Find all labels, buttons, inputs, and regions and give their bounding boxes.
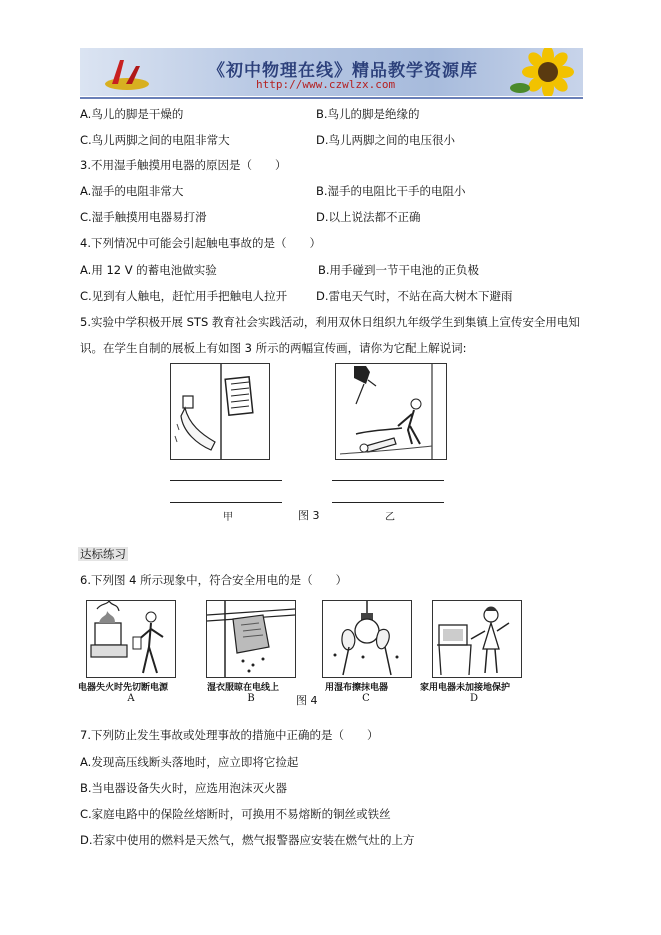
q6-stem: 6.下列图 4 所示现象中，符合安全用电的是（ ） (80, 573, 348, 587)
figure3-label-right: 乙 (385, 512, 395, 523)
q3-option-a: A.湿手的电阻非常大 (80, 184, 184, 198)
figure3-caption: 图 3 (298, 509, 320, 522)
q2-option-a: A.鸟儿的脚是干燥的 (80, 107, 184, 121)
no-ground-appliance-icon (433, 601, 521, 677)
banner-title: 《初中物理在线》精品教学资源库 (208, 61, 478, 81)
figure4-caption-c: 用湿布擦抹电器 (325, 683, 389, 693)
figure4-image-b (206, 600, 296, 678)
q7-option-d: D.若家中使用的燃料是天然气，燃气报警器应安装在燃气灶的上方 (80, 833, 415, 847)
wet-hand-switch-icon (171, 364, 269, 459)
q7-option-c: C.家庭电路中的保险丝熔断时，可换用不易熔断的铜丝或铁丝 (80, 807, 391, 821)
figure3-label-left: 甲 (223, 512, 233, 523)
answer-line-right-2 (332, 502, 444, 503)
banner-url: http://www.czwlzx.com (256, 78, 396, 91)
fire-cut-power-icon (87, 601, 175, 677)
answer-line-left-2 (170, 502, 282, 503)
q7-option-a: A.发现高压线断头落地时，应立即将它捡起 (80, 755, 299, 769)
figure3-left-image (170, 363, 270, 460)
answer-line-left-1 (170, 480, 282, 481)
q2-option-b: B.鸟儿的脚是绝缘的 (316, 107, 420, 121)
figure4-caption-b: 湿衣服晾在电线上 (207, 683, 280, 693)
sunflower-icon (508, 48, 583, 96)
q2-option-d: D.鸟儿两脚之间的电压很小 (316, 133, 456, 147)
q4-stem: 4.下列情况中可能会引起触电事故的是（ ） (80, 236, 321, 250)
q4-option-a: A.用 12 V 的蓄电池做实验 (80, 263, 217, 277)
figure4-caption-d: 家用电器未加接地保护 (420, 683, 511, 693)
clothes-on-wire-icon (207, 601, 295, 677)
logo-icon (102, 54, 152, 92)
q3-stem: 3.不用湿手触摸用电器的原因是（ ） (80, 158, 287, 172)
figure4-image-d (432, 600, 522, 678)
q2-option-c: C.鸟儿两脚之间的电阻非常大 (80, 133, 230, 147)
answer-line-right-1 (332, 480, 444, 481)
q7-stem: 7.下列防止发生事故或处理事故的措施中正确的是（ ） (80, 728, 379, 742)
q5-stem-line2: 识。在学生自制的展板上有如图 3 所示的两幅宣传画，请你为它配上解说词: (80, 341, 467, 355)
figure4-letter-c: C (362, 693, 370, 704)
q3-option-b: B.湿手的电阻比干手的电阻小 (316, 184, 466, 198)
figure3-right-image (335, 363, 447, 460)
q3-option-c: C.湿手触摸用电器易打滑 (80, 210, 207, 224)
q4-option-d: D.雷电天气时，不站在高大树木下避雨 (316, 289, 513, 303)
q4-option-c: C.见到有人触电，赶忙用手把触电人拉开 (80, 289, 288, 303)
header-banner (80, 48, 583, 96)
figure4-letter-b: B (247, 693, 255, 704)
q3-option-d: D.以上说法都不正确 (316, 210, 421, 224)
figure4-caption-a: 电器失火时先切断电源 (78, 683, 169, 693)
figure4-image-c (322, 600, 412, 678)
wet-cloth-bulb-icon (323, 601, 411, 677)
q4-option-b: B.用手碰到一节干电池的正负极 (318, 263, 480, 277)
section-heading: 达标练习 (80, 547, 126, 561)
figure4-image-a (86, 600, 176, 678)
header-rule (80, 97, 583, 99)
figure4-letter-d: D (469, 693, 479, 704)
q7-option-b: B.当电器设备失火时，应选用泡沫灭火器 (80, 781, 288, 795)
q5-stem-line1: 5.实验中学积极开展 STS 教育社会实践活动，利用双休日组织九年级学生到集镇上宣传安全用电知 (80, 315, 580, 329)
figure4-letter-a: A (127, 693, 135, 704)
rescue-electric-shock-icon (336, 364, 446, 459)
figure4-caption: 图 4 (296, 694, 318, 707)
